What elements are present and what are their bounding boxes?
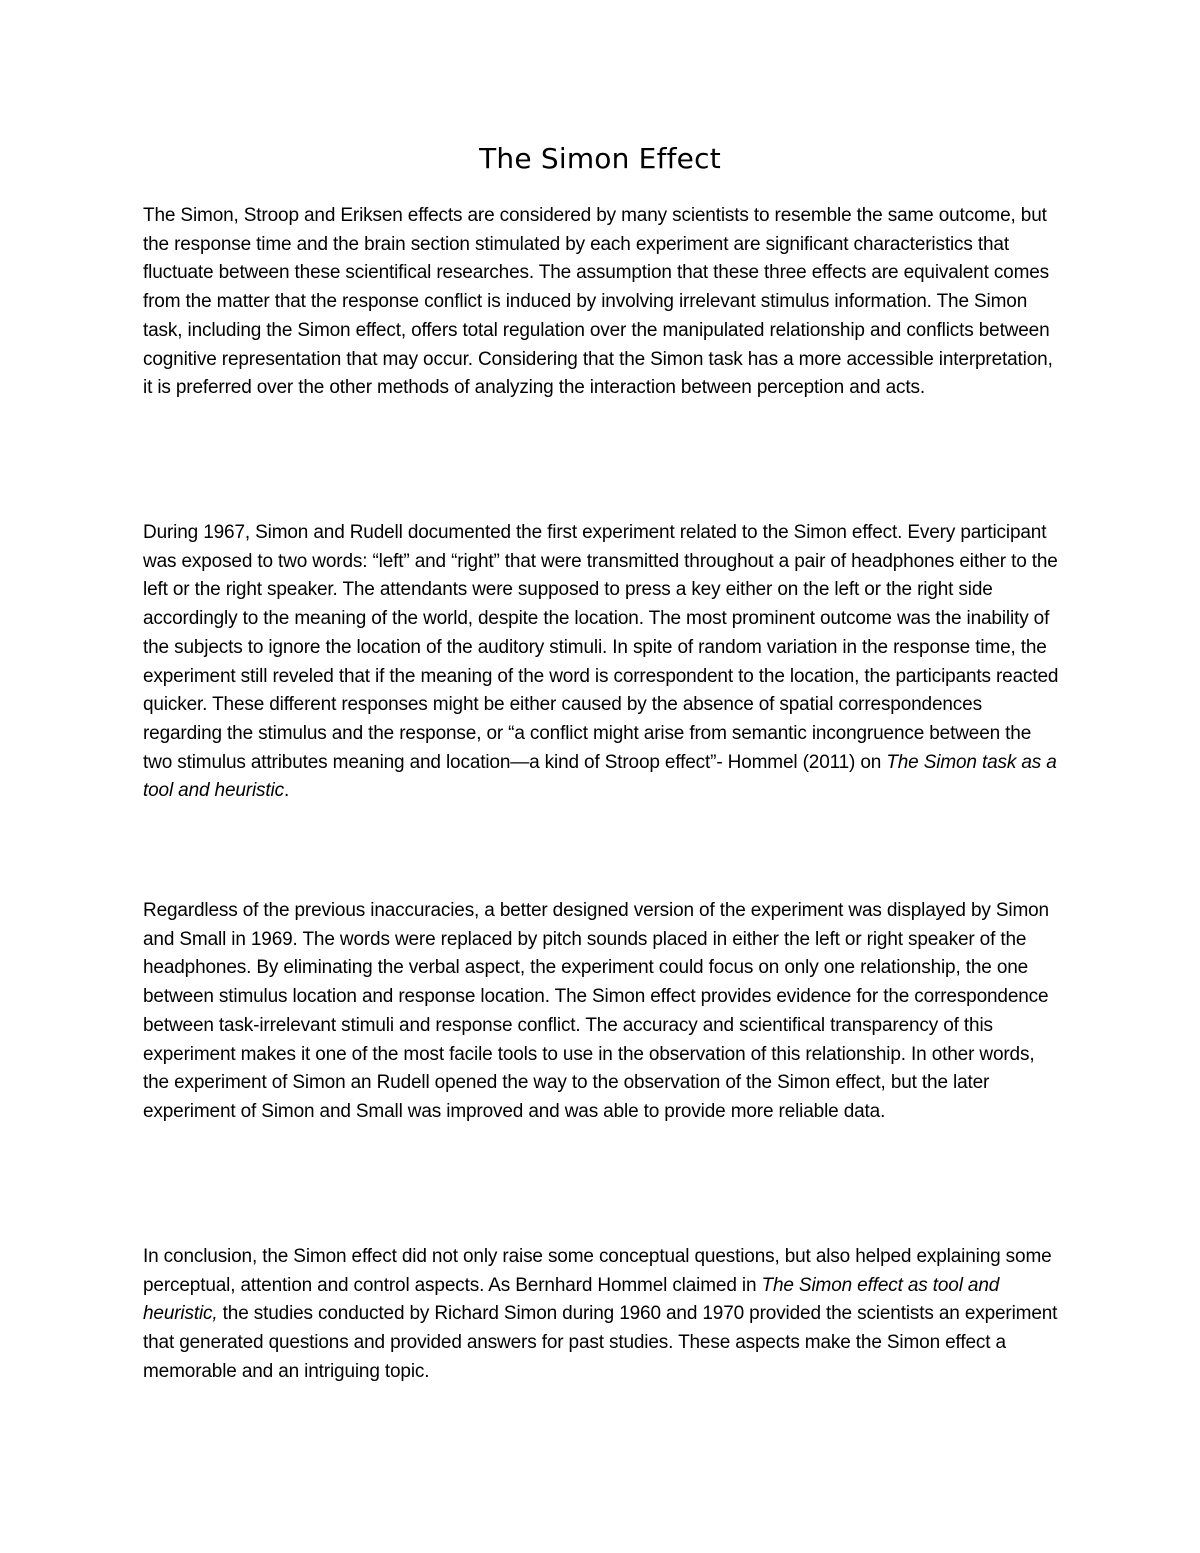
paragraph-text: The Simon, Stroop and Eriksen effects are considered by many scientists to resemble the same outcome, but the response time and the brain section stimulated by each experiment are significant characteristics that fluctuate between these scientifical researches. The assumption that these three effects are equivalent comes from the matter that the response conflict is induced by involving irrelevant stimulus information. The Simon task, including the Simon effect, offers total regulation over the manipulated relationship and conflicts between cognitive representation that may occur. Considering that the Simon task has a more accessible interpretation, it is preferred over the other methods of analyzing the interaction between perception and acts. <box>143 205 1053 399</box>
paragraph-1969-experiment <box>143 897 1063 1127</box>
paragraph-text-end: the studies conducted by Richard Simon during 1960 and 1970 provided the scientists an experiment that generated questions and provided answers for past studies. These aspects make the Simon effect a memorable and an intriguing topic. <box>143 1303 1058 1382</box>
paragraph-text: Regardless of the previous inaccuracies, a better designed version of the experiment was displayed by Simon and Small in 1969. The words were replaced by pitch sounds placed in either the left or right speaker of the headphones. By eliminating the verbal aspect, the experiment could focus on only one relationship, the one between stimulus location and response location. The Simon effect provides evidence for the correspondence between task-irrelevant stimuli and response conflict. The accuracy and scientifical transparency of this experiment makes it one of the most facile tools to use in the observation of this relationship. In other words, the experiment of Simon an Rudell opened the way to the observation of the Simon effect, but the later experiment of Simon and Small was improved and was able to provide more reliable data. <box>143 900 1049 1122</box>
document-title: The Simon Effect <box>479 142 721 175</box>
paragraph-1967-experiment <box>143 519 1063 806</box>
paragraph-text: During 1967, Simon and Rudell documented the first experiment related to the Simon effect. Every participant was exposed to two words: “left” and “right” that were transmitted throughout a pair of headphones either to the left or the right speaker. The attendants were supposed to press a key either on the left or the right side accordingly to the meaning of the world, despite the location. The most prominent outcome was the inability of the subjects to ignore the location of the auditory stimuli. In spite of random variation in the response time, the experiment still reveled that if the meaning of the word is correspondent to the location, the participants reacted quicker. These different responses might be either caused by the absence of spatial correspondences regarding the stimulus and the response, or “a conflict might arise from semantic incongruence between the two stimulus attributes meaning and location—a kind of Stroop effect”- Hommel (2011) on <box>143 522 1059 773</box>
paragraph-conclusion <box>143 1243 1063 1387</box>
paragraph-text: In conclusion, the Simon effect did not only raise some conceptual questions, but also helped explaining some perceptual, attention and control aspects. As Bernhard Hommel claimed in <box>143 1246 1052 1296</box>
paragraph-text-end: . <box>283 780 290 802</box>
citation-title: The Simon task as a tool and heuristic <box>143 751 1057 802</box>
paragraph-intro <box>143 202 1063 403</box>
citation-title: The Simon effect as tool and heuristic, <box>143 1274 1000 1325</box>
